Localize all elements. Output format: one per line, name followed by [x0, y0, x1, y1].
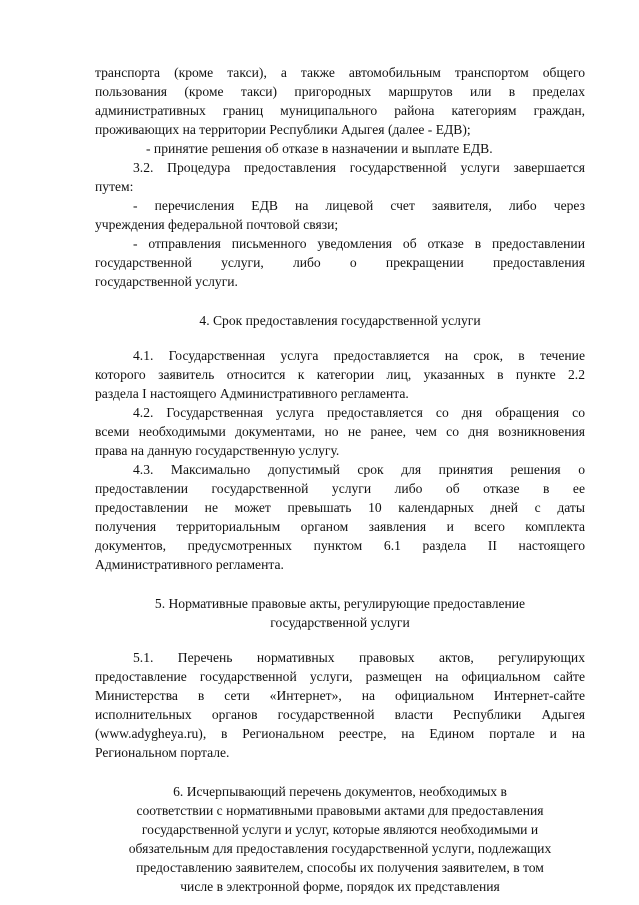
paragraph-start: 4.2. Государственная услуга предоставляется со дня обращения со: [133, 405, 585, 420]
section-heading: государственной услуги: [270, 615, 410, 630]
text-line: документов, предусмотренных пунктом 6.1 раздела II настоящего: [95, 538, 585, 553]
paragraph-start: 4.3. Максимально допустимый срок для принятия решения о: [133, 462, 585, 477]
text-line: (www.adygheya.ru), в Региональном реестре, на Едином портале и на: [95, 726, 585, 741]
section-heading: соответствии с нормативными правовыми актами для предоставления: [136, 803, 544, 818]
text-line: всеми необходимыми документами, но не ранее, чем со дня возникновения: [95, 424, 585, 439]
text-line: предоставление государственной услуги, размещен на официальном сайте: [95, 669, 585, 684]
section-heading: государственной услуги и услуг, которые являются необходимыми и: [141, 822, 539, 837]
text-line: раздела I настоящего Административного регламента.: [95, 386, 409, 401]
paragraph-start: 4.1. Государственная услуга предоставляется на срок, в течение: [133, 348, 585, 363]
section-heading: обязательным для предоставления государственной услуги, подлежащих: [128, 841, 552, 856]
text-line: государственной услуги.: [95, 274, 238, 289]
text-line: транспорта (кроме такси), а также автомобильным транспортом общего: [95, 65, 585, 80]
list-item: - отправления письменного уведомления об отказе в предоставлении: [133, 236, 585, 251]
text-line: учреждения федеральной почтовой связи;: [95, 217, 339, 232]
section-heading: предоставлению заявителем, способы их получения заявителем, в том: [136, 860, 544, 875]
section-heading: 5. Нормативные правовые акты, регулирующие предоставление: [154, 596, 526, 611]
section-heading: 4. Срок предоставления государственной услуги: [199, 313, 481, 328]
text-line: Административного регламента.: [95, 557, 284, 572]
section-heading: 6. Исчерпывающий перечень документов, необходимых в: [173, 784, 507, 799]
text-line: Министерства в сети «Интернет», на официальном Интернет-сайте: [95, 688, 585, 703]
text-line: предоставлении государственной услуги либо об отказе в ее: [95, 481, 585, 496]
paragraph-start: 3.2. Процедура предоставления государственной услуги завершается: [133, 160, 585, 175]
text-line: государственной услуги, либо о прекращении предоставления: [95, 255, 585, 270]
text-line: Региональном портале.: [95, 745, 230, 760]
text-line: которого заявитель относится к категории лиц, указанных в пункте 2.2: [95, 367, 585, 382]
text-line: пользования (кроме такси) пригородных маршрутов или в пределах: [95, 84, 585, 99]
text-line: получения территориальным органом заявления и всего комплекта: [95, 519, 585, 534]
list-item: - принятие решения об отказе в назначении и выплате ЕДВ.: [146, 141, 493, 156]
text-line: исполнительных органов государственной власти Республики Адыгея: [95, 707, 585, 722]
text-line: предоставлении не может превышать 10 календарных дней с даты: [95, 500, 585, 515]
text-line: права на данную государственную услугу.: [95, 443, 340, 458]
list-item: - перечисления ЕДВ на лицевой счет заявителя, либо через: [133, 198, 585, 213]
text-line: проживающих на территории Республики Адыгея (далее - ЕДВ);: [95, 122, 471, 137]
text-line: путем:: [95, 179, 134, 194]
text-line: административных границ муниципального района категориям граждан,: [95, 103, 585, 118]
paragraph-start: 5.1. Перечень нормативных правовых актов, регулирующих: [133, 650, 585, 665]
section-heading: числе в электронной форме, порядок их представления: [180, 879, 500, 894]
